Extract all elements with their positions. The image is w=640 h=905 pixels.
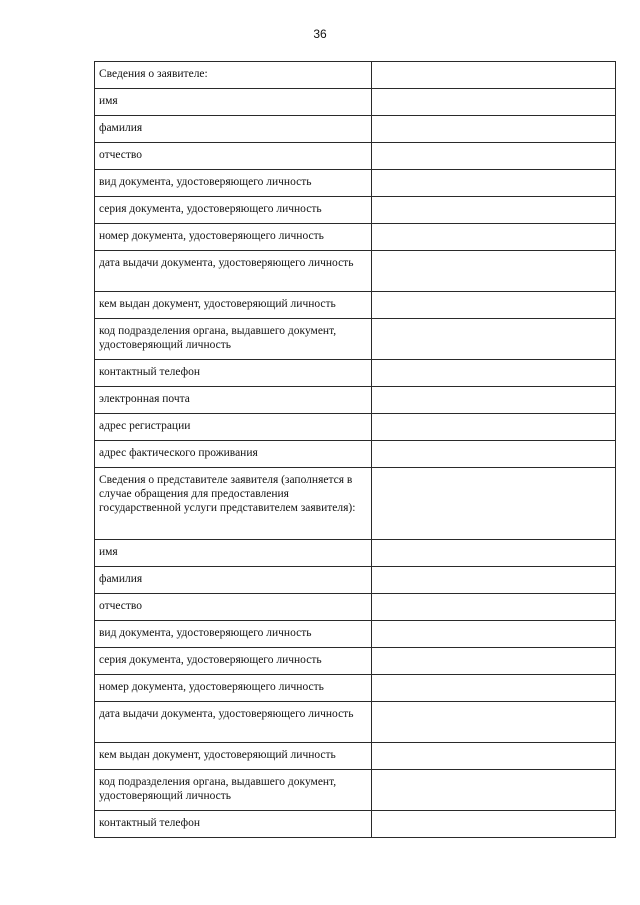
field-value-cell[interactable]	[372, 360, 616, 387]
field-label: адрес фактического проживания	[95, 441, 372, 468]
field-label: адрес регистрации	[95, 414, 372, 441]
field-label: имя	[95, 89, 372, 116]
table-row	[95, 251, 616, 292]
field-label: электронная почта	[95, 387, 372, 414]
table-row	[95, 360, 616, 387]
field-value-cell[interactable]	[372, 648, 616, 675]
table-row	[95, 567, 616, 594]
field-label: отчество	[95, 594, 372, 621]
applicant-form-table	[94, 61, 616, 838]
table-row	[95, 675, 616, 702]
field-value-cell[interactable]	[372, 567, 616, 594]
field-label: кем выдан документ, удостоверяющий личность	[95, 292, 372, 319]
table-row	[95, 811, 616, 838]
field-value-cell[interactable]	[372, 116, 616, 143]
field-label: серия документа, удостоверяющего личность	[95, 197, 372, 224]
field-label: вид документа, удостоверяющего личность	[95, 621, 372, 648]
field-value-cell[interactable]	[372, 441, 616, 468]
form-table-body	[95, 62, 616, 838]
field-label: дата выдачи документа, удостоверяющего личность	[95, 702, 372, 743]
table-row	[95, 468, 616, 540]
field-label: код подразделения органа, выдавшего документ, удостоверяющий личность	[95, 770, 372, 811]
table-row	[95, 62, 616, 89]
field-value-cell[interactable]	[372, 292, 616, 319]
field-value-cell[interactable]	[372, 770, 616, 811]
table-row	[95, 702, 616, 743]
table-row	[95, 387, 616, 414]
field-value-cell[interactable]	[372, 387, 616, 414]
field-label: контактный телефон	[95, 811, 372, 838]
field-label: имя	[95, 540, 372, 567]
field-value-cell[interactable]	[372, 468, 616, 540]
field-label: Сведения о представителе заявителя (заполняется в случае обращения для предоставления государственной услуги представителем заявителя):	[95, 468, 372, 540]
field-value-cell[interactable]	[372, 414, 616, 441]
field-value-cell[interactable]	[372, 170, 616, 197]
field-value-cell[interactable]	[372, 62, 616, 89]
field-value-cell[interactable]	[372, 197, 616, 224]
field-label: дата выдачи документа, удостоверяющего личность	[95, 251, 372, 292]
field-label: вид документа, удостоверяющего личность	[95, 170, 372, 197]
field-value-cell[interactable]	[372, 224, 616, 251]
table-row	[95, 743, 616, 770]
field-value-cell[interactable]	[372, 251, 616, 292]
field-label: Сведения о заявителе:	[95, 62, 372, 89]
field-value-cell[interactable]	[372, 594, 616, 621]
field-value-cell[interactable]	[372, 621, 616, 648]
table-row	[95, 441, 616, 468]
table-row	[95, 594, 616, 621]
table-row	[95, 648, 616, 675]
table-row	[95, 319, 616, 360]
table-row	[95, 414, 616, 441]
field-label: фамилия	[95, 116, 372, 143]
table-row	[95, 292, 616, 319]
field-value-cell[interactable]	[372, 540, 616, 567]
field-label: фамилия	[95, 567, 372, 594]
page-number: 36	[313, 27, 327, 41]
field-label: отчество	[95, 143, 372, 170]
field-label: серия документа, удостоверяющего личность	[95, 648, 372, 675]
table-row	[95, 224, 616, 251]
table-row	[95, 197, 616, 224]
field-value-cell[interactable]	[372, 89, 616, 116]
field-value-cell[interactable]	[372, 702, 616, 743]
field-label: кем выдан документ, удостоверяющий личность	[95, 743, 372, 770]
table-row	[95, 540, 616, 567]
field-value-cell[interactable]	[372, 143, 616, 170]
table-row	[95, 116, 616, 143]
field-value-cell[interactable]	[372, 811, 616, 838]
table-row	[95, 621, 616, 648]
field-label: контактный телефон	[95, 360, 372, 387]
field-label: номер документа, удостоверяющего личность	[95, 675, 372, 702]
table-row	[95, 143, 616, 170]
table-row	[95, 770, 616, 811]
field-value-cell[interactable]	[372, 319, 616, 360]
table-row	[95, 89, 616, 116]
field-value-cell[interactable]	[372, 743, 616, 770]
table-row	[95, 170, 616, 197]
field-label: код подразделения органа, выдавшего документ, удостоверяющий личность	[95, 319, 372, 360]
field-value-cell[interactable]	[372, 675, 616, 702]
field-label: номер документа, удостоверяющего личность	[95, 224, 372, 251]
